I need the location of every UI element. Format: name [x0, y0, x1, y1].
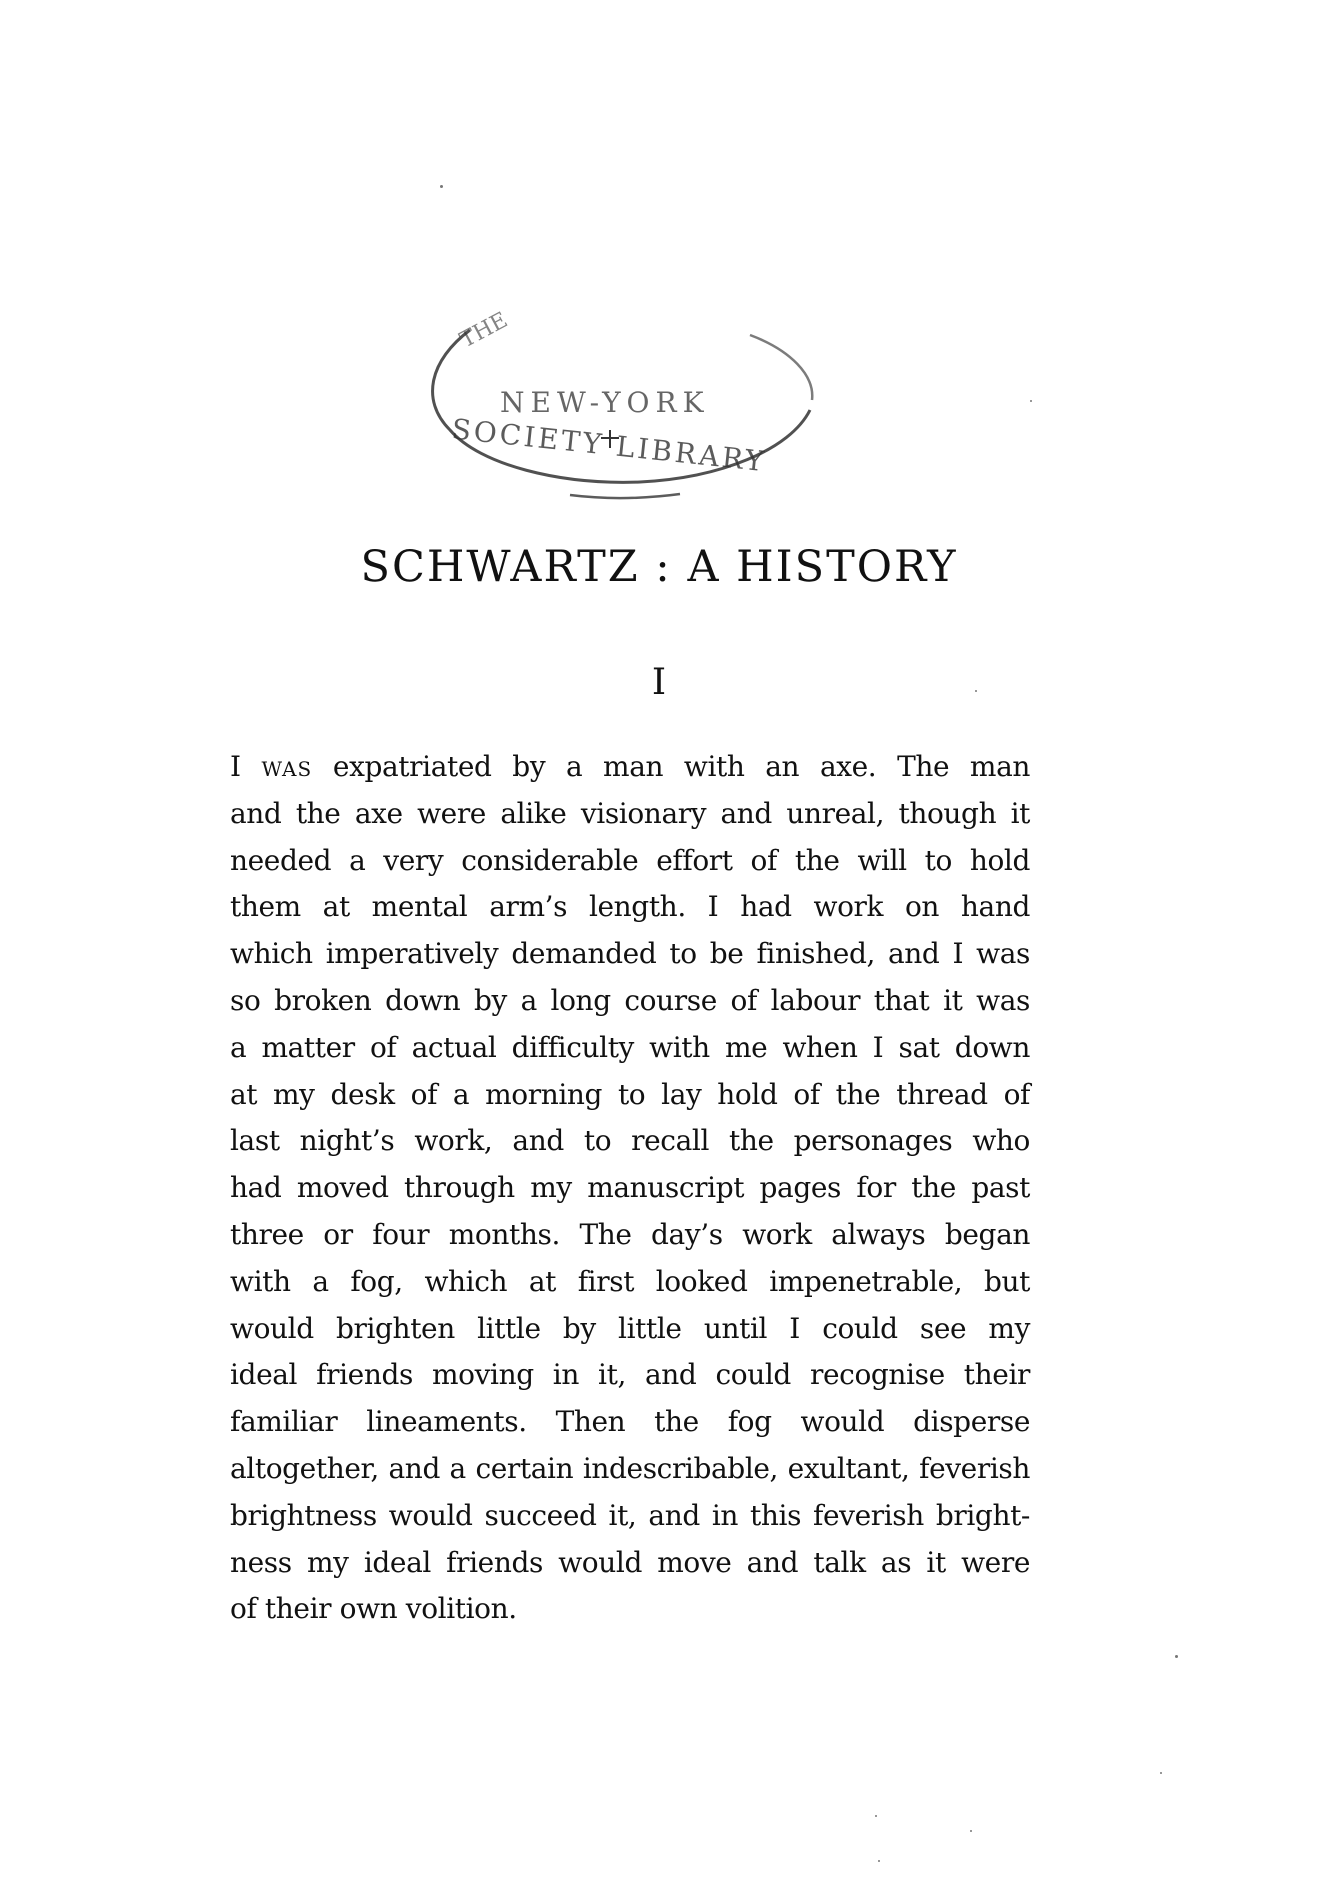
stamp-text-line: THE [456, 307, 512, 354]
paragraph-line: ideal friends moving in it, and could recognise their [230, 1358, 1030, 1392]
paragraph-line: at my desk of a morning to lay hold of the thread of [230, 1077, 1030, 1111]
scan-speck [440, 185, 443, 188]
paragraph-line: familiar lineaments. Then the fog would disperse [230, 1405, 1030, 1439]
paragraph-line: a matter of actual difficulty with me when I sat down [230, 1030, 1030, 1064]
stamp-text-line: SOCIETY LIBRARY [450, 412, 769, 479]
paragraph-first-word: I [230, 750, 262, 783]
chapter-number: I [651, 662, 667, 703]
scan-speck [975, 690, 977, 692]
paragraph-line: ness my ideal friends would move and talk as it were [230, 1545, 1030, 1579]
scan-speck [1160, 1772, 1162, 1774]
paragraph-line: with a fog, which at first looked impenetrable, but [230, 1264, 1030, 1298]
stamp-text-line: NEW-YORK [500, 386, 710, 419]
svg-text:NEW-YORK [500, 386, 710, 419]
paragraph-line: last night’s work, and to recall the personages who [230, 1124, 1030, 1158]
paragraph-line: needed a very considerable effort of the will to hold [230, 843, 1030, 877]
scan-speck [878, 1860, 880, 1862]
scan-speck [970, 1830, 972, 1832]
paragraph-line: so broken down by a long course of labour that it was [230, 983, 1030, 1017]
paragraph-line [230, 744, 1030, 791]
library-stamp [410, 290, 830, 500]
story-title: SCHWARTZ : A HISTORY [360, 542, 958, 592]
paragraph-line: three or four months. The day’s work always began [230, 1217, 1030, 1251]
paragraph-line-text: expatriated by a man with an axe. The man [312, 750, 1030, 783]
paragraph-line: brightness would succeed it, and in this feverish bright- [230, 1498, 1030, 1532]
paragraph-line: altogether, and a certain indescribable, exultant, feverish [230, 1451, 1030, 1485]
paragraph-line: which imperatively demanded to be finished, and I was [230, 937, 1030, 971]
paragraph-line: would brighten little by little until I could see my [230, 1311, 1030, 1345]
scan-speck [1175, 1655, 1178, 1658]
paragraph-line: had moved through my manuscript pages for the past [230, 1171, 1030, 1205]
story-paragraph [230, 744, 1030, 1633]
paragraph-line: and the axe were alike visionary and unreal, though it [230, 796, 1030, 830]
svg-text:THE [456, 308, 512, 354]
library-stamp-graphic [410, 290, 830, 500]
scan-speck [875, 1815, 877, 1817]
paragraph-line: them at mental arm’s length. I had work on hand [230, 890, 1030, 924]
paragraph-line: of their own volition. [230, 1592, 517, 1626]
scan-speck [1030, 400, 1032, 402]
paragraph-smallcaps-word: was [261, 750, 313, 783]
